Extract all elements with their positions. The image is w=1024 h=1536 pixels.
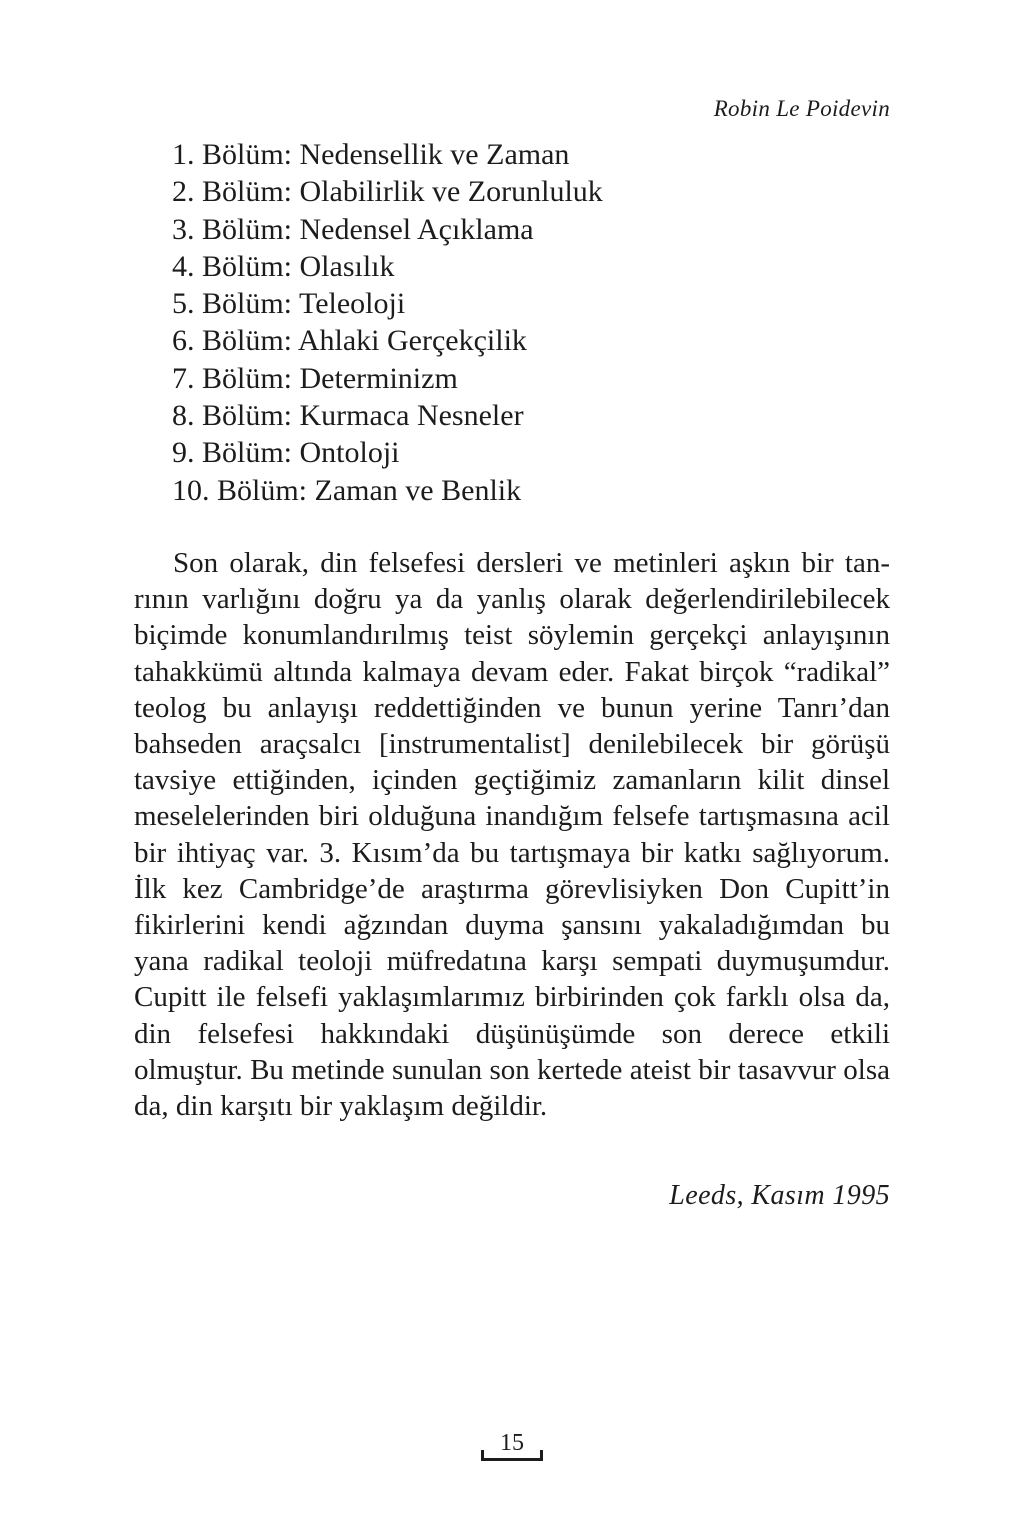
body-paragraph: Son olarak, din felsefesi dersleri ve metinleri aşkın bir tanrının varlığını doğru ya da yanlış olarak değerlendirilebilecek biçimde konumlandırılmış teist söylemin gerçekçi anlayışının tahakkümü altında kalmaya devam eder. Fakat birçok “radikal” teolog bu anlayışı reddettiğinden ve bunun yerine Tanrı’dan bahseden araçsalcı [instrumentalist] denilebilecek bir görüşü tavsiye ettiğinden, içinden geçtiğimiz zamanların kilit dinsel meselelerinden biri olduğuna inandığım felsefe tartışmasına acil bir ihtiyaç var. 3. Kısım’da bu tartışmaya bir katkı sağlıyorum. İlk kez Cambridge’de araştırma görevlisiyken Don Cupitt’in fikirlerini kendi ağzından duyma şansını yakaladığımdan bu yana radikal teoloji müfredatına karşı sempati duymuşumdur. Cupitt ile felsefi yaklaşımlarımız birbirinden çok farklı olsa da, din felsefesi hakkındaki düşünüşümde son derece etkili olmuştur. Bu metinde sunulan son kertede ateist bir tasavvur olsa da, din karşıtı bir yaklaşım değildir.	[134, 547, 890, 1123]
chapter-item: 4. Bölüm: Olasılık	[172, 249, 395, 283]
chapter-item: 7. Bölüm: Determinizm	[172, 361, 458, 395]
chapter-item: 10. Bölüm: Zaman ve Benlik	[172, 473, 522, 507]
chapter-item: 6. Bölüm: Ahlaki Gerçekçilik	[172, 324, 527, 358]
page-number-rule-tick	[540, 1450, 543, 1461]
chapter-item: 2. Bölüm: Olabilirlik ve Zorunluluk	[172, 175, 603, 209]
page-number-rule	[481, 1458, 543, 1461]
chapter-item: 9. Bölüm: Ontoloji	[172, 436, 400, 470]
body-text	[134, 545, 890, 1124]
chapter-item: 3. Bölüm: Nedensel Açıklama	[172, 212, 534, 246]
chapter-item: 5. Bölüm: Teleoloji	[172, 287, 406, 321]
page-number-block	[481, 1430, 543, 1470]
page-number: 15	[500, 1430, 524, 1456]
signoff: Leeds, Kasım 1995	[669, 1180, 890, 1211]
page-number-rule-tick	[481, 1450, 484, 1461]
chapter-item: 1. Bölüm: Nedensellik ve Zaman	[172, 138, 570, 171]
chapter-list	[172, 136, 603, 509]
chapter-item: 8. Bölüm: Kurmaca Nesneler	[172, 399, 524, 433]
running-head: Robin Le Poidevin	[713, 96, 890, 121]
